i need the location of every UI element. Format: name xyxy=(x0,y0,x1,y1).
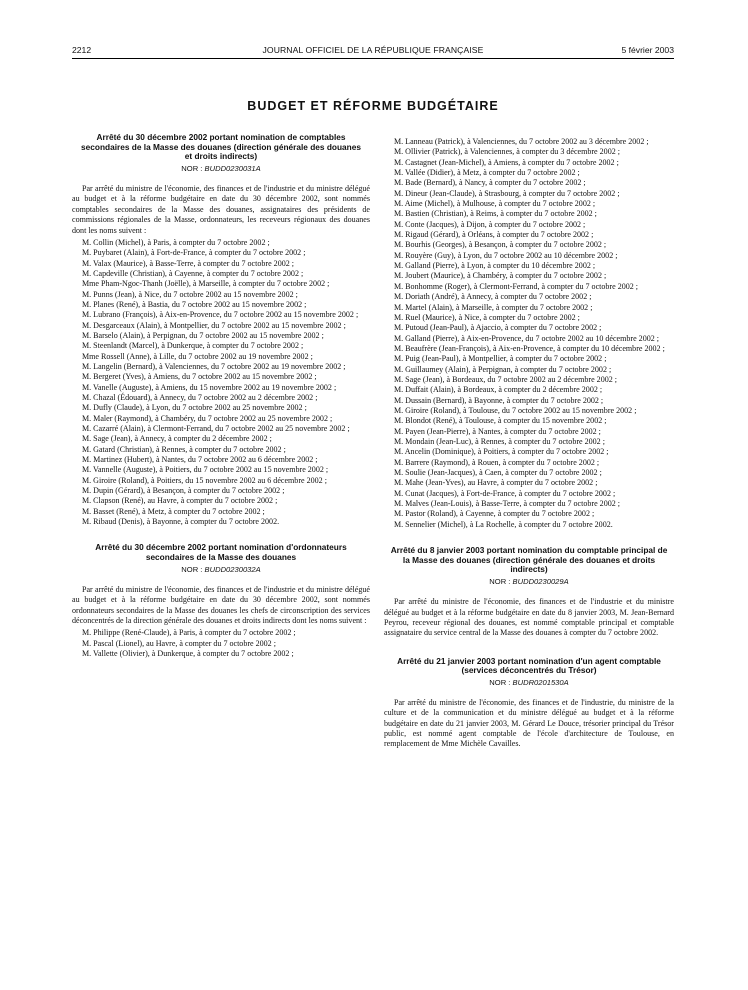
nomination-entry: M. Vallée (Didier), à Metz, à compter du 7 octobre 2002 ; xyxy=(394,168,580,178)
article-agent-comptable xyxy=(384,657,674,750)
nomination-entry: M. Blondot (René), à Toulouse, à compter du 15 novembre 2002 ; xyxy=(394,416,607,426)
page-header xyxy=(72,44,674,59)
nomination-entry: M. Capdeville (Christian), à Cayenne, à compter du 7 octobre 2002 ; xyxy=(82,268,304,278)
nomination-entry: M. Malves (Jean-Louis), à Basse-Terre, à compter du 7 octobre 2002 ; xyxy=(394,499,621,509)
nomination-entry: M. Galland (Pierre), à Lyon, à compter du 10 décembre 2002 ; xyxy=(394,261,596,271)
article-title: Arrêté du 8 janvier 2003 portant nomination du comptable principal de la Masse des douanes (direction générale des douanes et droits indirects) xyxy=(390,545,668,575)
nomination-entry: M. Giroire (Roland), à Poitiers, du 15 novembre 2002 au 6 décembre 2002 ; xyxy=(82,475,327,485)
entries-list xyxy=(72,628,370,659)
right-column xyxy=(384,137,674,752)
nomination-entry: M. Lubrano (François), à Aix-en-Provence, du 7 octobre 2002 au 15 novembre 2002 ; xyxy=(82,310,359,320)
left-column xyxy=(72,133,370,659)
nomination-entry: M. Dufly (Claude), à Lyon, du 7 octobre 2002 au 25 novembre 2002 ; xyxy=(82,403,307,413)
nomination-entry: M. Maler (Raymond), à Chambéry, du 7 octobre 2002 au 25 novembre 2002 ; xyxy=(82,413,333,423)
nomination-entry: M. Giroire (Roland), à Toulouse, du 7 octobre 2002 au 15 novembre 2002 ; xyxy=(394,405,637,415)
nomination-entry: M. Dineur (Jean-Claude), à Strasbourg, à compter du 7 octobre 2002 ; xyxy=(394,188,620,198)
nor-code: BUDD0230031A xyxy=(204,163,261,173)
nomination-entry: M. Sage (Jean), à Annecy, à compter du 2 décembre 2002 ; xyxy=(82,434,272,444)
nomination-entry: M. Sennelier (Michel), à La Rochelle, à compter du 7 octobre 2002. xyxy=(394,519,613,529)
nomination-entry: M. Bastien (Christian), à Reims, à compter du 7 octobre 2002 ; xyxy=(394,209,597,219)
nor-label: NOR : xyxy=(181,163,203,173)
nomination-entry: M. Vannelle (Auguste), à Poitiers, du 7 octobre 2002 au 15 novembre 2002 ; xyxy=(82,465,329,475)
nomination-entry: M. Martinez (Hubert), à Nantes, du 7 octobre 2002 au 6 décembre 2002 ; xyxy=(82,455,318,465)
nomination-entry: M. Collin (Michel), à Paris, à compter du 7 octobre 2002 ; xyxy=(82,237,270,247)
nomination-entry: M. Bourhis (Georges), à Besançon, à compter du 7 octobre 2002 ; xyxy=(394,240,607,250)
nomination-entry: M. Guillaumey (Alain), à Perpignan, à compter du 7 octobre 2002 ; xyxy=(394,364,612,374)
nomination-entry: M. Ribaud (Denis), à Bayonne, à compter du 7 octobre 2002. xyxy=(82,517,280,527)
article-title: Arrêté du 21 janvier 2003 portant nomination d'un agent comptable (services déconcentrés du Trésor) xyxy=(397,655,661,676)
nomination-entry: M. Dupin (Gérard), à Besançon, à compter du 7 octobre 2002 ; xyxy=(82,486,285,496)
nomination-entry: M. Pascal (Lionel), au Havre, à compter du 7 octobre 2002 ; xyxy=(82,638,276,648)
article-body: Par arrêté du ministre de l'économie, des finances et de l'industrie, du ministre de la culture et de la communication et du ministre délégué au budget et à la réforme budgétaire en date du 21 janvier 2003, M. Gérard Le Douce, trésorier principal du Trésor public, est nommé agent comptable de l'école d'architecture de Toulouse, en remplacement de Mme Michèle Cavailles. xyxy=(384,698,674,749)
nor-code: BUDR0201530A xyxy=(512,677,569,687)
nomination-entry: M. Valax (Maurice), à Basse-Terre, à compter du 7 octobre 2002 ; xyxy=(82,258,295,268)
nomination-entry: M. Langelin (Bernard), à Valenciennes, du 7 octobre 2002 au 19 novembre 2002 ; xyxy=(82,361,346,371)
nomination-entry: M. Bergeret (Yves), à Amiens, du 7 octobre 2002 au 15 novembre 2002 ; xyxy=(82,372,317,382)
nomination-entry: M. Desgarceaux (Alain), à Montpellier, du 7 octobre 2002 au 15 novembre 2002 ; xyxy=(82,320,346,330)
nor-label: NOR : xyxy=(489,576,511,586)
nomination-entry: M. Joubert (Maurice), à Chambéry, à compter du 7 octobre 2002 ; xyxy=(394,271,607,281)
nomination-entry: M. Vanelle (Auguste), à Amiens, du 15 novembre 2002 au 19 novembre 2002 ; xyxy=(82,382,337,392)
article-intro: Par arrêté du ministre de l'économie, des finances et de l'industrie et du ministre délégué au budget et à la réforme budgétaire en date du 30 décembre 2002, sont nommés ordonnateurs secondaires de la Masse des douanes les chefs de circonscription des services déconcentrés de la direction générale des douanes et droits indirects dont les noms suivent : xyxy=(72,585,370,626)
nomination-entry: M. Galland (Pierre), à Aix-en-Provence, du 7 octobre 2002 au 10 décembre 2002 ; xyxy=(394,333,660,343)
nomination-entry: M. Lanneau (Patrick), à Valenciennes, du 7 octobre 2002 au 3 décembre 2002 ; xyxy=(394,137,649,146)
nomination-entry: M. Cunat (Jacques), à Fort-de-France, à compter du 7 octobre 2002 ; xyxy=(394,488,616,498)
nor-reference xyxy=(72,164,370,174)
entries-list-continued xyxy=(384,137,674,530)
nomination-entry: M. Doriath (André), à Annecy, à compter du 7 octobre 2002 ; xyxy=(394,292,592,302)
nomination-entry: M. Puybaret (Alain), à Fort-de-France, à compter du 7 octobre 2002 ; xyxy=(82,248,306,258)
nomination-entry: M. Gatard (Christian), à Rennes, à compter du 7 octobre 2002 ; xyxy=(82,444,286,454)
nor-reference xyxy=(384,678,674,688)
nomination-entry: M. Philippe (René-Claude), à Paris, à compter du 7 octobre 2002 ; xyxy=(82,628,296,638)
article-title: Arrêté du 30 décembre 2002 portant nomination d'ordonnateurs secondaires de la Masse des douanes xyxy=(95,542,347,563)
nor-reference xyxy=(72,565,370,575)
nomination-entry: M. Ruel (Maurice), à Nice, à compter du 7 octobre 2002 ; xyxy=(394,312,580,322)
nomination-entry: M. Basset (René), à Metz, à compter du 7 octobre 2002 ; xyxy=(82,506,265,516)
nomination-entry: M. Barselo (Alain), à Perpignan, du 7 octobre 2002 au 15 novembre 2002 ; xyxy=(82,330,324,340)
page-number: 2212 xyxy=(72,45,92,55)
nomination-entry: M. Dussain (Bernard), à Bayonne, à compter du 7 octobre 2002 ; xyxy=(394,395,604,405)
nomination-entry: Mme Rossell (Anne), à Lille, du 7 octobre 2002 au 19 novembre 2002 ; xyxy=(82,351,313,361)
nor-code: BUDD0230032A xyxy=(204,564,261,574)
nomination-entry: M. Sage (Jean), à Bordeaux, du 7 octobre 2002 au 2 décembre 2002 ; xyxy=(394,374,618,384)
nomination-entry: M. Castagnet (Jean-Michel), à Amiens, à compter du 7 octobre 2002 ; xyxy=(394,157,619,167)
nomination-entry: M. Martel (Alain), à Marseille, à compter du 7 octobre 2002 ; xyxy=(394,302,593,312)
article-ordonnateurs-secondaires xyxy=(72,543,370,659)
nomination-entry: M. Rouyère (Guy), à Lyon, du 7 octobre 2002 au 10 décembre 2002 ; xyxy=(394,250,618,260)
nomination-entry: M. Aime (Michel), à Mulhouse, à compter du 7 octobre 2002 ; xyxy=(394,199,596,209)
nomination-entry: M. Punns (Jean), à Nice, du 7 octobre 2002 au 15 novembre 2002 ; xyxy=(82,289,298,299)
nomination-entry: M. Steenlandt (Marcel), à Dunkerque, à compter du 7 octobre 2002 ; xyxy=(82,341,304,351)
nomination-entry: M. Duffait (Alain), à Bordeaux, à compter du 2 décembre 2002 ; xyxy=(394,385,603,395)
nomination-entry: M. Payen (Jean-Pierre), à Nantes, à compter du 7 octobre 2002 ; xyxy=(394,426,601,436)
nomination-entry: M. Cazarré (Alain), à Clermont-Ferrand, du 7 octobre 2002 au 25 novembre 2002 ; xyxy=(82,424,350,434)
nomination-entry: M. Mahe (Jean-Yves), au Havre, à compter du 7 octobre 2002 ; xyxy=(394,478,598,488)
article-comptable-principal xyxy=(384,546,674,639)
article-comptables-secondaires xyxy=(72,133,370,527)
nomination-entry: M. Clapson (René), au Havre, à compter du 7 octobre 2002 ; xyxy=(82,496,278,506)
article-body: Par arrêté du ministre de l'économie, des finances et de l'industrie et du ministre délégué au budget et à la réforme budgétaire en date du 8 janvier 2003, M. Jean-Bernard Peyrou, receveur régional des douanes, est nommé comptable principal et comptable assignataire du service central de la Masse des douanes à compter du 7 octobre 2002. xyxy=(384,597,674,638)
nomination-entry: M. Putoud (Jean-Paul), à Ajaccio, à compter du 7 octobre 2002 ; xyxy=(394,323,602,333)
nomination-entry: M. Bonhomme (Roger), à Clermont-Ferrand, à compter du 7 octobre 2002 ; xyxy=(394,281,639,291)
section-title: BUDGET ET RÉFORME BUDGÉTAIRE xyxy=(247,99,499,113)
nomination-entry: M. Rigaud (Gérard), à Orléans, à compter du 7 octobre 2002 ; xyxy=(394,230,594,240)
nomination-entry: M. Ollivier (Patrick), à Valenciennes, à compter du 3 décembre 2002 ; xyxy=(394,147,620,157)
nomination-entry: M. Barrere (Raymond), à Rouen, à compter du 7 octobre 2002 ; xyxy=(394,457,600,467)
issue-date: 5 février 2003 xyxy=(621,45,674,55)
nor-reference xyxy=(384,577,674,587)
nomination-entry: M. Puig (Jean-Paul), à Montpellier, à compter du 7 octobre 2002 ; xyxy=(394,354,607,364)
entries-list xyxy=(72,238,370,528)
nomination-entry: M. Conte (Jacques), à Dijon, à compter du 7 octobre 2002 ; xyxy=(394,219,586,229)
journal-title: JOURNAL OFFICIEL DE LA RÉPUBLIQUE FRANÇAISE xyxy=(262,45,484,55)
nor-code: BUDD0230029A xyxy=(512,576,569,586)
nomination-entry: M. Chazal (Édouard), à Annecy, du 7 octobre 2002 au 2 décembre 2002 ; xyxy=(82,393,318,402)
nomination-entry: M. Vallette (Olivier), à Dunkerque, à compter du 7 octobre 2002 ; xyxy=(82,649,294,659)
nomination-entry: M. Beaufrère (Jean-François), à Aix-en-Provence, à compter du 10 décembre 2002 ; xyxy=(394,343,665,353)
article-title: Arrêté du 30 décembre 2002 portant nomination de comptables secondaires de la Masse des douanes (direction générale des douanes et droits indirects) xyxy=(81,132,361,162)
article-intro: Par arrêté du ministre de l'économie, des finances et de l'industrie et du ministre délégué au budget et à la réforme budgétaire en date du 30 décembre 2002, sont nommés comptables secondaires de la Masse des douanes, assignataires des présidents de commissions régionales de la Masse, ordonnateurs, les receveurs régionaux des douanes dont les noms suivent : xyxy=(72,184,370,235)
nomination-entry: M. Bade (Bernard), à Nancy, à compter du 7 octobre 2002 ; xyxy=(394,178,586,188)
nomination-entry: M. Planes (René), à Bastia, du 7 octobre 2002 au 15 novembre 2002 ; xyxy=(82,299,307,309)
nomination-entry: M. Pastor (Roland), à Cayenne, à compter du 7 octobre 2002 ; xyxy=(394,509,595,519)
nor-label: NOR : xyxy=(181,564,203,574)
nomination-entry: M. Mondain (Jean-Luc), à Rennes, à compter du 7 octobre 2002 ; xyxy=(394,436,605,446)
nor-label: NOR : xyxy=(489,677,511,687)
nomination-entry: Mme Pham-Ngoc-Thanh (Joëlle), à Marseille, à compter du 7 octobre 2002 ; xyxy=(82,279,330,289)
nomination-entry: M. Soulie (Jean-Jacques), à Caen, à compter du 7 octobre 2002 ; xyxy=(394,468,602,477)
nomination-entry: M. Ancelin (Dominique), à Poitiers, à compter du 7 octobre 2002 ; xyxy=(394,447,609,457)
